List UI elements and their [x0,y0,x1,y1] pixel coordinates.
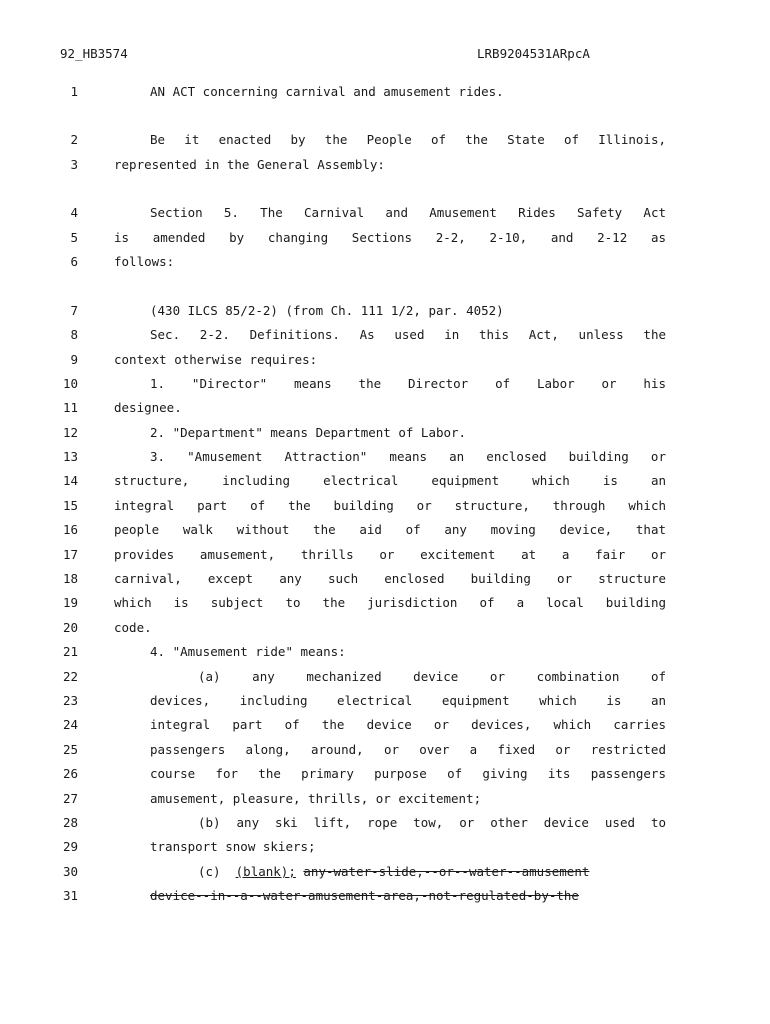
line-text: 4. "Amusement ride" means: [150,644,346,659]
line-text: Be it enacted by the People of the State of Illinois, [150,132,666,147]
line-text: which is subject to the jurisdiction of a local building [114,595,666,610]
line-text [198,863,589,881]
text-line [0,814,770,832]
line-number: 2 [70,132,78,147]
line-number: 26 [62,766,78,781]
line-text: provides amusement, thrills or excitement at a fair or [114,547,666,562]
text-line [0,863,770,881]
text-line [0,302,770,320]
text-line [0,643,770,661]
line-text: people walk without the aid of any moving device, that [114,522,666,537]
text-line [0,594,770,612]
line-text: AN ACT concerning carnival and amusement rides. [150,84,504,99]
line-text: structure, including electrical equipment which is an [114,473,666,488]
text-line [0,83,770,101]
line-number: 16 [62,522,78,537]
line-number: 7 [70,303,78,318]
line-number: 1 [70,84,78,99]
line-text: (a) any mechanized device or combination of [198,669,666,684]
line-number: 9 [70,352,78,367]
text-line [0,692,770,710]
line-number: 10 [62,376,78,391]
text-line [0,351,770,369]
line-text: context otherwise requires: [114,352,318,367]
text-line [0,375,770,393]
text-line [0,521,770,539]
text-line [0,887,770,905]
line-text: passengers along, around, or over a fixed or restricted [150,742,666,757]
line-number: 19 [62,595,78,610]
line-number: 30 [62,864,78,879]
line-number: 31 [62,888,78,903]
line-number: 5 [70,230,78,245]
deleted-text: any-water-slide,--or--water--amusement [303,864,590,879]
text-line [0,668,770,686]
line-number: 17 [62,547,78,562]
line-text: carnival, except any such enclosed building or structure [114,571,666,586]
line-text: devices, including electrical equipment which is an [150,693,666,708]
line-text: designee. [114,400,182,415]
line-number: 21 [62,644,78,659]
line-number: 4 [70,205,78,220]
text-line [0,472,770,490]
line-text: Sec. 2-2. Definitions. As used in this Act, unless the [150,327,666,342]
deleted-text: device--in--a--water-amusement-area,-not-regulated-by-the [150,888,579,903]
text-line [0,131,770,149]
line-number: 15 [62,498,78,513]
line-number: 3 [70,157,78,172]
line-number: 27 [62,791,78,806]
text-line [0,156,770,174]
text-line [0,424,770,442]
text-line [0,448,770,466]
line-number: 25 [62,742,78,757]
line-text: integral part of the device or devices, which carries [150,717,666,732]
text-line [0,399,770,417]
line-number: 22 [62,669,78,684]
line-number: 13 [62,449,78,464]
line-text: course for the primary purpose of giving its passengers [150,766,666,781]
line-number: 8 [70,327,78,342]
line-text: 2. "Department" means Department of Labor. [150,425,467,440]
line-number: 28 [62,815,78,830]
bill-id: 92_HB3574 [60,46,128,61]
line-number: 29 [62,839,78,854]
page-header [0,46,770,64]
line-text: follows: [114,254,175,269]
text-line [0,765,770,783]
text-line [0,716,770,734]
line-text [150,887,579,905]
line-number: 18 [62,571,78,586]
line-text: 3. "Amusement Attraction" means an enclosed building or [150,449,666,464]
line-number: 23 [62,693,78,708]
line-text: Section 5. The Carnival and Amusement Rides Safety Act [150,205,666,220]
line-number: 12 [62,425,78,440]
text-line [0,838,770,856]
text-line [0,619,770,637]
line-number: 11 [62,400,78,415]
line-number: 24 [62,717,78,732]
line-text: transport snow skiers; [150,839,316,854]
text-line [0,229,770,247]
subsection-label: (c) [198,864,221,879]
text-line [0,326,770,344]
line-text: (430 ILCS 85/2-2) (from Ch. 111 1/2, par. 4052) [150,303,504,318]
line-text: integral part of the building or structure, through which [114,498,666,513]
line-text: (b) any ski lift, rope tow, or other device used to [198,815,666,830]
line-text: represented in the General Assembly: [114,157,385,172]
inserted-text: (blank); [235,864,296,879]
text-line [0,790,770,808]
line-text: code. [114,620,152,635]
text-line [0,204,770,222]
text-line [0,497,770,515]
line-number: 6 [70,254,78,269]
text-line [0,253,770,271]
line-text: amusement, pleasure, thrills, or excitement; [150,791,482,806]
line-text: 1. "Director" means the Director of Labor or his [150,376,666,391]
line-number: 20 [62,620,78,635]
text-line [0,570,770,588]
line-number: 14 [62,473,78,488]
lrb-id: LRB9204531ARpcA [477,46,590,61]
text-line [0,741,770,759]
text-line [0,546,770,564]
line-text: is amended by changing Sections 2-2, 2-10, and 2-12 as [114,230,666,245]
